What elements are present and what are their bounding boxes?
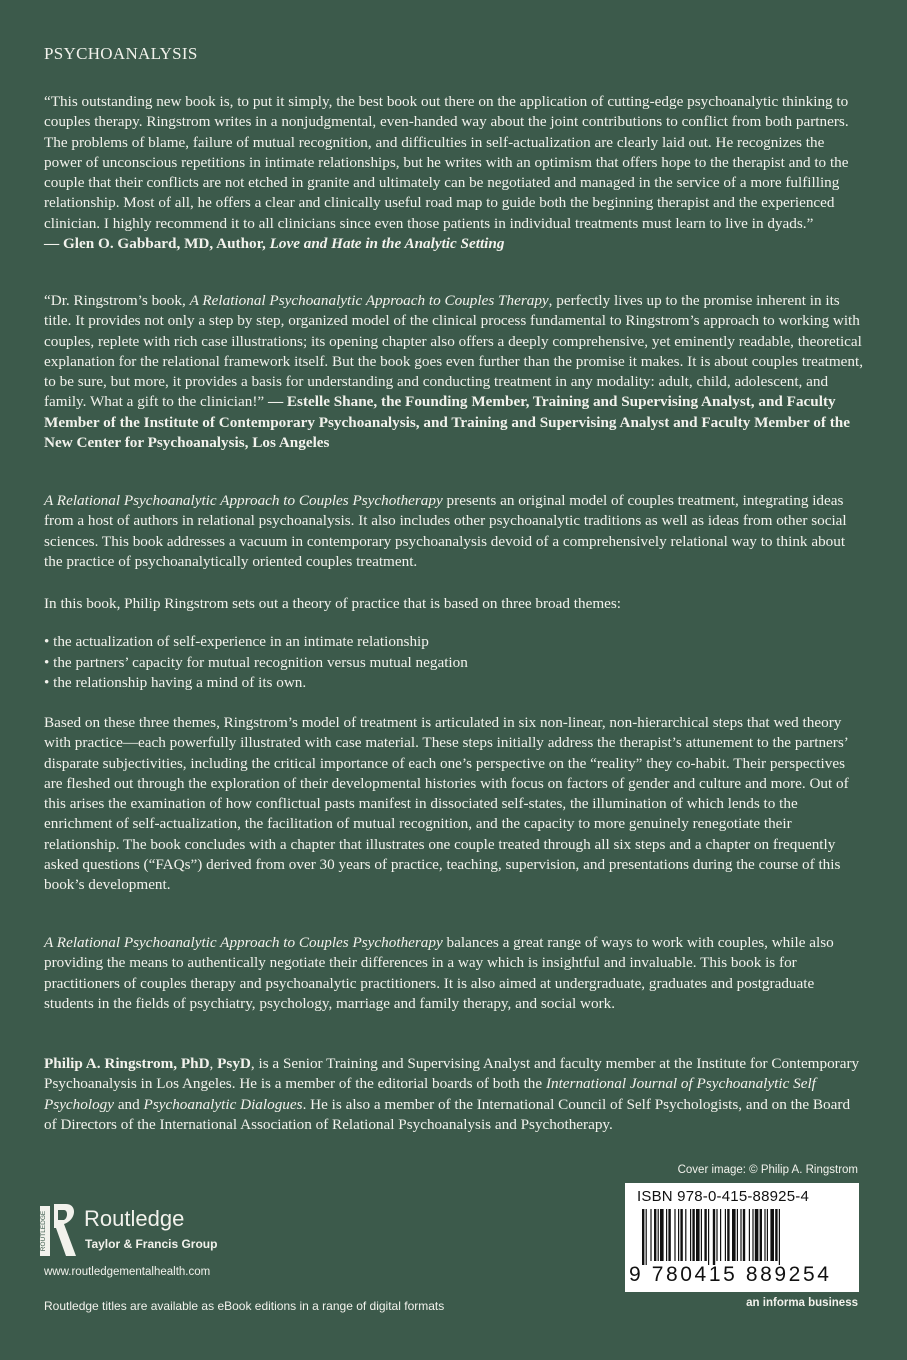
review-text-rest: , perfectly lives up to the promise inherent in its title. It provides not only a step by step, organized model of the clinical process fundamental to Ringstrom’s approach to working with couples, replete with rich case illustrations; its opening chapter also offers a deeply comprehensive, yet eminently readable, theoretical explanation for the relational framework itself. But the book goes even further than the promise it makes. It is about couples treatment, to be sure, but more, it provides a basis for understanding and conducting treatment in any modality: adult, child, adolescent, and family. What a gift to the clinician!” <box>44 292 864 411</box>
description-paragraph-2: In this book, Philip Ringstrom sets out a theory of practice that is based on three broad themes: <box>44 595 622 612</box>
category-label: PSYCHOANALYSIS <box>44 44 198 63</box>
publisher-block <box>40 1202 260 1262</box>
description-paragraph-1 <box>44 491 866 572</box>
book-title: A Relational Psychoanalytic Approach to Couples Psychotherapy <box>44 934 443 951</box>
description-paragraph-4 <box>44 933 866 1014</box>
author-degree: PsyD <box>217 1055 251 1072</box>
ebook-note: Routledge titles are available as eBook editions in a range of digital formats <box>44 1299 445 1313</box>
review-text-start: “Dr. Ringstrom’s book, <box>44 292 190 309</box>
author-bio <box>44 1054 866 1135</box>
cover-credit: Cover image: © Philip A. Ringstrom <box>677 1164 858 1176</box>
list-item: • the partners’ capacity for mutual recognition versus mutual negation <box>44 653 468 671</box>
bio-text: , is a Senior Training and Supervising Analyst and faculty member at the Institute for Contemporary Psychoanalysis in Los Angeles. He is a member of the editorial boards of both the <box>44 1055 860 1093</box>
publisher-website: www.routledgementalhealth.com <box>44 1266 211 1278</box>
review-book-title: A Relational Psychoanalytic Approach to Couples Therapy <box>189 292 549 309</box>
review-text: “This outstanding new book is, to put it simply, the best book out there on the application of cutting-edge psychoanalytic thinking to couples therapy. Ringstrom writes in a nonjudgmental, even-handed way about the joint contributions to conflict from both partners. The problems of blame, failure of mutual recognition, and difficulties in self-actualization are clearly laid out. He recognizes the power of unconscious repetitions in intimate relationships, but he writes with an optimism that offers hope to the therapist and to the couple that their conflicts are not etched in granite and ultimately can be negotiated and managed in the service of a more fulfilling relationship. Most of all, he offers a clear and clinically useful road map to guide both the beginning therapist and the experienced clinician. I highly recommend it to all clinicians since even those patients in individual treatments must learn to live in dyads.” <box>44 93 849 232</box>
barcode-digits: 9 780415 889254 <box>629 1263 832 1286</box>
journal-title: International Journal of Psychoanalytic Self Psychology <box>44 1075 816 1113</box>
review-glen-gabbard <box>44 92 866 254</box>
separator: , <box>209 1055 218 1072</box>
publisher-group: Taylor & Francis Group <box>85 1237 218 1251</box>
informa-tagline: an informa business <box>746 1297 858 1309</box>
publisher-name: Routledge <box>84 1206 185 1231</box>
author-name: Philip A. Ringstrom, PhD <box>44 1055 210 1072</box>
description-paragraph-3: Based on these three themes, Ringstrom’s model of treatment is articulated in six non-linear, non-hierarchical steps that wed theory with practice—each powerfully illustrated with case material. These steps initially address the therapist’s attunement to the partners’ disparate subjectivities, including the critical importance of each one’s perspective on the “reality” they co-habit. Their perspectives are fleshed out through the exploration of their developmental histories with focus on factors of gender and culture and more. Out of this arises the examination of how conflictual pasts manifest in dissociated self-states, the illumination of which lends to the enrichment of self-actualization, the facilitation of mutual recognition, and the capacity to more genuinely renegotiate their relationship. The book concludes with a chapter that illustrates one couple treated through all six steps and a chapter on frequently asked questions (“FAQs”) derived from over 30 years of practice, teaching, supervision, and presentations during the course of this book’s development. <box>44 714 849 894</box>
book-title: A Relational Psychoanalytic Approach to Couples Psychotherapy <box>44 492 443 509</box>
barcode-icon <box>642 1209 842 1265</box>
barcode-box <box>625 1183 859 1292</box>
review-estelle-shane <box>44 291 866 453</box>
review-attribution-title: Love and Hate in the Analytic Setting <box>269 235 505 253</box>
description-text: presents an original model of couples treatment, integrating ideas from a host of authors in relational psychoanalysis. It also includes other psychoanalytic traditions as well as ideas from other social sciences. This book addresses a vacuum in contemporary psychoanalysis devoid of a comprehensively relational way to think about the practice of psychoanalytically oriented couples treatment. <box>44 492 847 570</box>
description-text: balances a great range of ways to work with couples, while also providing the means to authentically negotiate their differences in a way which is insightful and invaluable. This book is for practitioners of couples therapy and psychoanalytic practitioners. It is also aimed at undergraduate, graduates and postgraduate students in the fields of psychiatry, psychology, marriage and family therapy, and social work. <box>44 934 834 1012</box>
themes-list <box>44 632 866 694</box>
review-attribution: — Glen O. Gabbard, MD, Author, <box>44 235 270 253</box>
review-attribution: — Estelle Shane, the Founding Member, Training and Supervising Analyst, and Faculty Member of the Institute of Contemporary Psychoanalysis, and Training and Supervising Analyst and Faculty Member of the New Center for Psychoanalysis, Los Angeles <box>44 393 850 452</box>
bio-text: and <box>114 1095 144 1113</box>
routledge-logo-icon <box>40 1202 78 1258</box>
list-item: • the actualization of self-experience in an intimate relationship <box>44 633 429 650</box>
logo-vertical-text: ROUTLEDGE <box>40 1210 47 1252</box>
bio-text: . He is also a member of the International Council of Self Psychologists, and on the Board of Directors of the International Association of Relational Psychoanalysis and Psychotherapy. <box>44 1095 851 1133</box>
isbn-label: ISBN 978-0-415-88925-4 <box>637 1188 810 1205</box>
list-item: • the relationship having a mind of its own. <box>44 674 307 691</box>
journal-title: Psychoanalytic Dialogues <box>143 1095 303 1113</box>
